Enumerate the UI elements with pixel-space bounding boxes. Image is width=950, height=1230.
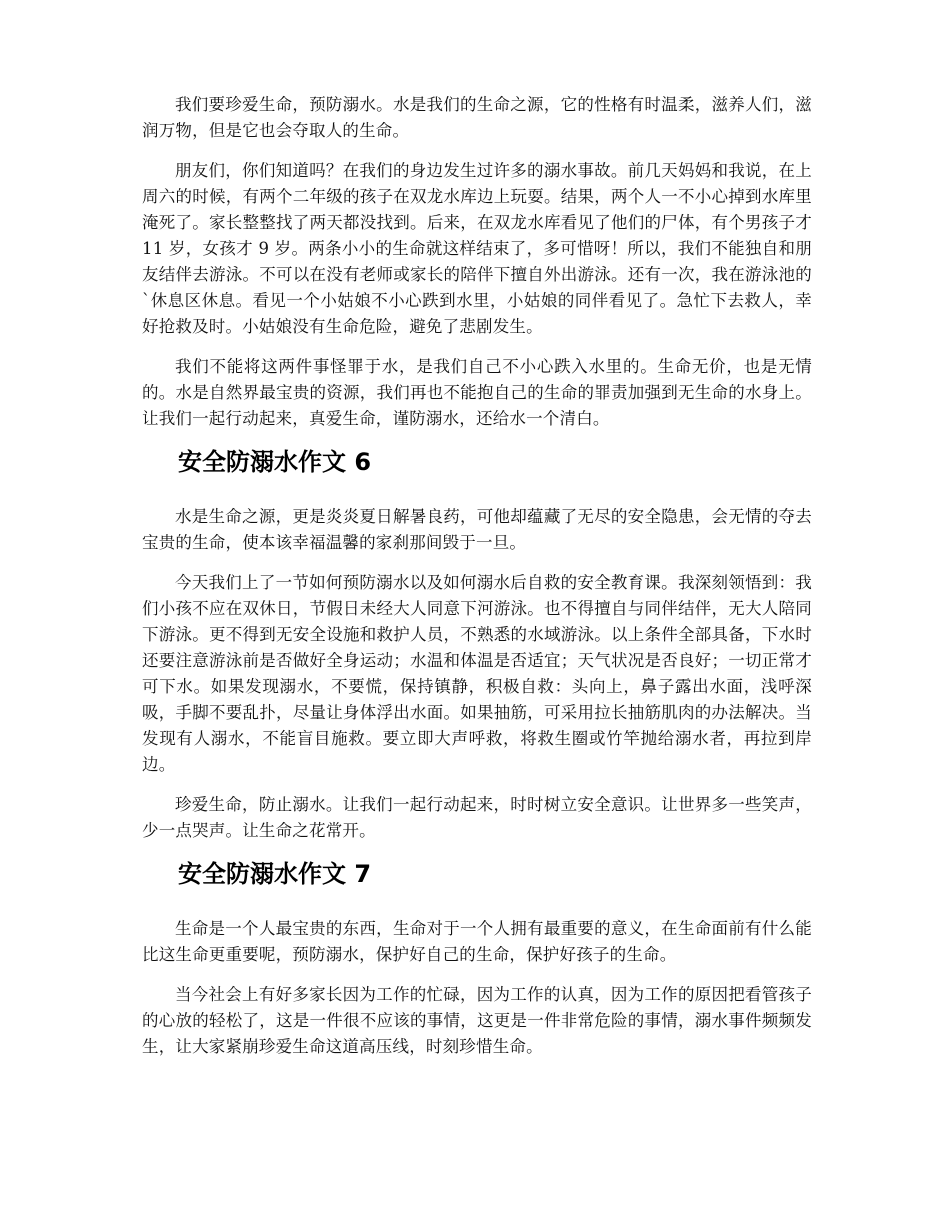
essay-section-6 — [142, 446, 812, 844]
essay-section-intro — [142, 92, 812, 432]
paragraph: 我们要珍爱生命，预防溺水。水是我们的生命之源，它的性格有时温柔，滋养人们，滋润万物，但是它也会夺取人的生命。 — [142, 95, 812, 140]
section-heading: 安全防溺水作文 7 — [178, 860, 372, 888]
paragraph: 今天我们上了一节如何预防溺水以及如何溺水后自救的安全教育课。我深刻领悟到：我们小孩不应在双休日，节假日未经大人同意下河游泳。也不得擅自与同伴结伴，无大人陪同下游泳。更不得到无安全设施和救护人员，不熟悉的水域游泳。以上条件全部具备，下水时还要注意游泳前是否做好全身运动；水温和体温是否适宜；天气状况是否良好；一切正常才可下水。如果发现溺水，不要慌，保持镇静，积极自救：头向上，鼻子露出水面，浅呼深吸，手脚不要乱扑，尽量让身体浮出水面。如果抽筋，可采用拉长抽筋肌肉的办法解决。当发现有人溺水，不能盲目施救。要立即大声呼救，将救生圈或竹竿抛给溺水者，再拉到岸边。 — [142, 573, 812, 774]
paragraph: 水是生命之源，更是炎炎夏日解暑良药，可他却蕴藏了无尽的安全隐患，会无情的夺去宝贵的生命，使本该幸福温馨的家刹那间毁于一旦。 — [142, 507, 812, 552]
section-heading: 安全防溺水作文 6 — [178, 448, 372, 476]
document-body — [142, 92, 812, 1074]
paragraph: 朋友们，你们知道吗？在我们的身边发生过许多的溺水事故。前几天妈妈和我说，在上周六的时候，有两个二年级的孩子在双龙水库边上玩耍。结果，两个人一不小心掉到水库里淹死了。家长整整找了两天都没找到。后来，在双龙水库看见了他们的尸体，有个男孩子才 11 岁，女孩才 9 岁。两条小小的生命就这样结束了，多可惜呀！所以，我们不能独自和朋友结伴去游泳。不可以在没有老师或家长的陪伴下擅自外出游泳。还有一次，我在游泳池的`休息区休息。看见一个小姑娘不小心跌到水里，小姑娘的同伴看见了。急忙下去救人，幸好抢救及时。小姑娘没有生命危险，避免了悲剧发生。 — [142, 161, 812, 336]
paragraph: 我们不能将这两件事怪罪于水，是我们自己不小心跌入水里的。生命无价，也是无情的。水是自然界最宝贵的资源，我们再也不能抱自己的生命的罪责加强到无生命的水身上。让我们一起行动起来，真爱生命，谨防溺水，还给水一个清白。 — [142, 357, 812, 428]
paragraph: 生命是一个人最宝贵的东西，生命对于一个人拥有最重要的意义，在生命面前有什么能比这生命更重要呢，预防溺水，保护好自己的生命，保护好孩子的生命。 — [142, 919, 812, 964]
essay-section-7 — [142, 858, 812, 1060]
paragraph: 当今社会上有好多家长因为工作的忙碌，因为工作的认真，因为工作的原因把看管孩子的心放的轻松了，这是一件很不应该的事情，这更是一件非常危险的事情，溺水事件频频发生，让大家紧崩珍爱生命这道高压线，时刻珍惜生命。 — [142, 985, 812, 1056]
paragraph: 珍爱生命，防止溺水。让我们一起行动起来，时时树立安全意识。让世界多一些笑声，少一点哭声。让生命之花常开。 — [142, 795, 812, 840]
